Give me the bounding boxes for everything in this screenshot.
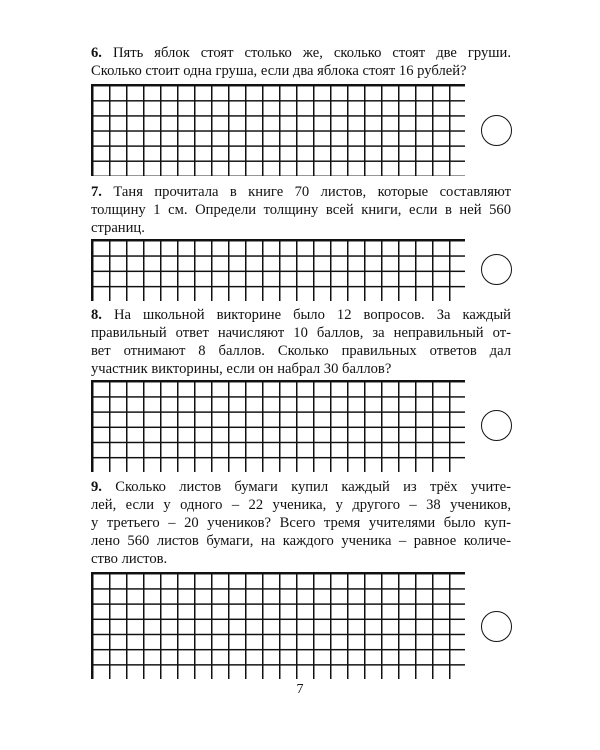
task-line: Таня прочитала в книге 70 листов, которые составляют <box>101 184 511 200</box>
task-line: страниц. <box>91 220 145 236</box>
answer-circle-task-6[interactable] <box>481 115 512 146</box>
task-line: вет отнимают 8 баллов. Сколько правильных ответов дал <box>91 343 511 359</box>
task-7-text <box>91 183 511 237</box>
task-number: 6. <box>91 45 102 61</box>
answer-grid-task-6 <box>91 84 465 176</box>
task-line: правильный ответ начисляют 10 баллов, за неправильный от- <box>91 325 511 341</box>
answer-circle-task-8[interactable] <box>481 410 512 441</box>
task-line: лей, если у одного – 22 ученика, у другого – 38 учеников, <box>91 497 511 513</box>
task-line: участник викторины, если он набрал 30 баллов? <box>91 361 392 377</box>
task-line: Сколько листов бумаги купил каждый из трёх учите- <box>101 479 511 495</box>
task-number: 8. <box>91 307 102 323</box>
task-8-text <box>91 306 511 378</box>
answer-grid-task-8 <box>91 380 465 472</box>
page-number: 7 <box>296 682 304 697</box>
task-line: ство листов. <box>91 551 168 567</box>
answer-grid-task-9 <box>91 572 465 679</box>
task-number: 7. <box>91 184 102 200</box>
task-9-text <box>91 478 511 568</box>
answer-grid-task-7 <box>91 239 465 301</box>
task-line: лено 560 листов бумаги, на каждого ученика – равное количе- <box>91 533 511 549</box>
task-number: 9. <box>91 479 102 495</box>
task-line: Сколько стоит одна груша, если два яблока стоят 16 рублей? <box>91 63 467 79</box>
task-line: толщину 1 см. Определи толщину всей книги, если в ней 560 <box>91 202 511 218</box>
task-6-text <box>91 44 511 80</box>
task-line: Пять яблок стоят столько же, сколько стоят две груши. <box>101 45 511 61</box>
task-line: На школьной викторине было 12 вопросов. За каждый <box>101 307 511 323</box>
answer-circle-task-9[interactable] <box>481 611 512 642</box>
task-line: у третьего – 20 учеников? Всего тремя учителями было куп- <box>91 515 511 531</box>
answer-circle-task-7[interactable] <box>481 254 512 285</box>
